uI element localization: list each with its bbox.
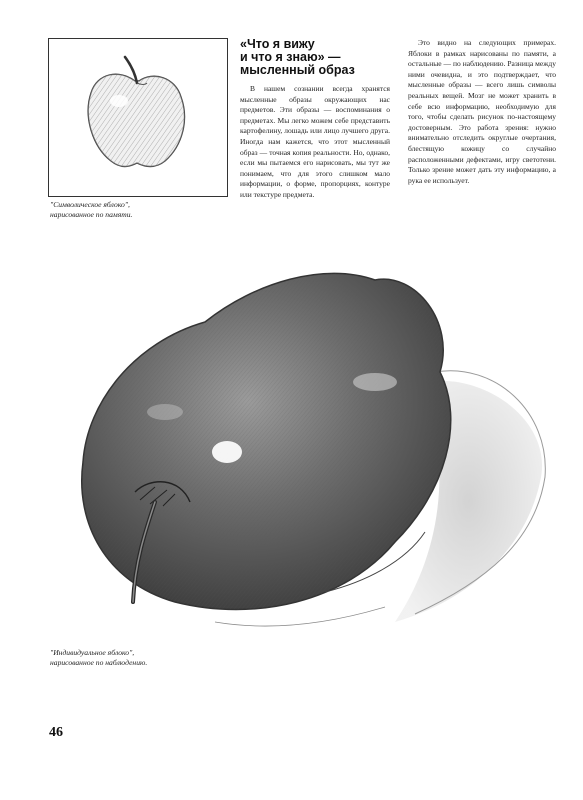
observed-apple-caption-line1: "Индивидуальное яблоко", bbox=[50, 648, 135, 657]
article-column-right-text: Это видно на следующих примерах. Яблоки в рамках нарисованы по памяти, а остальные — по наблюдению. Разница между ними очевидна, и это подтверждает, что мысленные образы — всего лишь символы реальных вещей. Мозг не может хранить в себе всю информацию, необходимую для того, чтобы сделать рисунок по-настоящему достоверным. Это работа зрения: нужно внимательно отследить округлые очертания, блестящую кожицу со случайно расположенными дефектами, игру светотени. Только зрение может дать эту информацию, а рука ее использует. bbox=[408, 38, 556, 185]
article-heading bbox=[240, 38, 390, 77]
memory-apple-caption-line2: нарисованное по памяти. bbox=[50, 210, 133, 219]
article-column-middle bbox=[240, 84, 390, 201]
observed-apple-illustration bbox=[55, 262, 555, 640]
article-heading-line3: мысленный образ bbox=[240, 63, 355, 77]
observed-apple-caption bbox=[50, 648, 250, 668]
article-heading-line2: и что я знаю» — bbox=[240, 50, 341, 64]
memory-apple-frame bbox=[48, 38, 228, 197]
observed-apple-caption-line2: нарисованное по наблюдению. bbox=[50, 658, 148, 667]
page-number: 46 bbox=[49, 725, 63, 740]
memory-apple-caption bbox=[50, 200, 230, 220]
article-column-right bbox=[408, 38, 556, 186]
memory-apple-illustration bbox=[49, 39, 227, 196]
memory-apple-caption-line1: "Символическое яблоко", bbox=[50, 200, 130, 209]
article-heading-line1: «Что я вижу bbox=[240, 37, 315, 51]
article-column-middle-text: В нашем сознании всегда хранятся мысленные образы окружающих нас предметов. Эти образы — воспоминания о предметах. Мы легко можем себе представить картофелину, лошадь или лицо лучшего друга. Иногда нам кажется, что этот мысленный образ — точная копия реальности. Но, однако, если мы пытаемся его нарисовать, мы тут же понимаем, что для этого слишком мало информации, о форме, пропорциях, контуре или текстуре предмета. bbox=[240, 84, 390, 199]
